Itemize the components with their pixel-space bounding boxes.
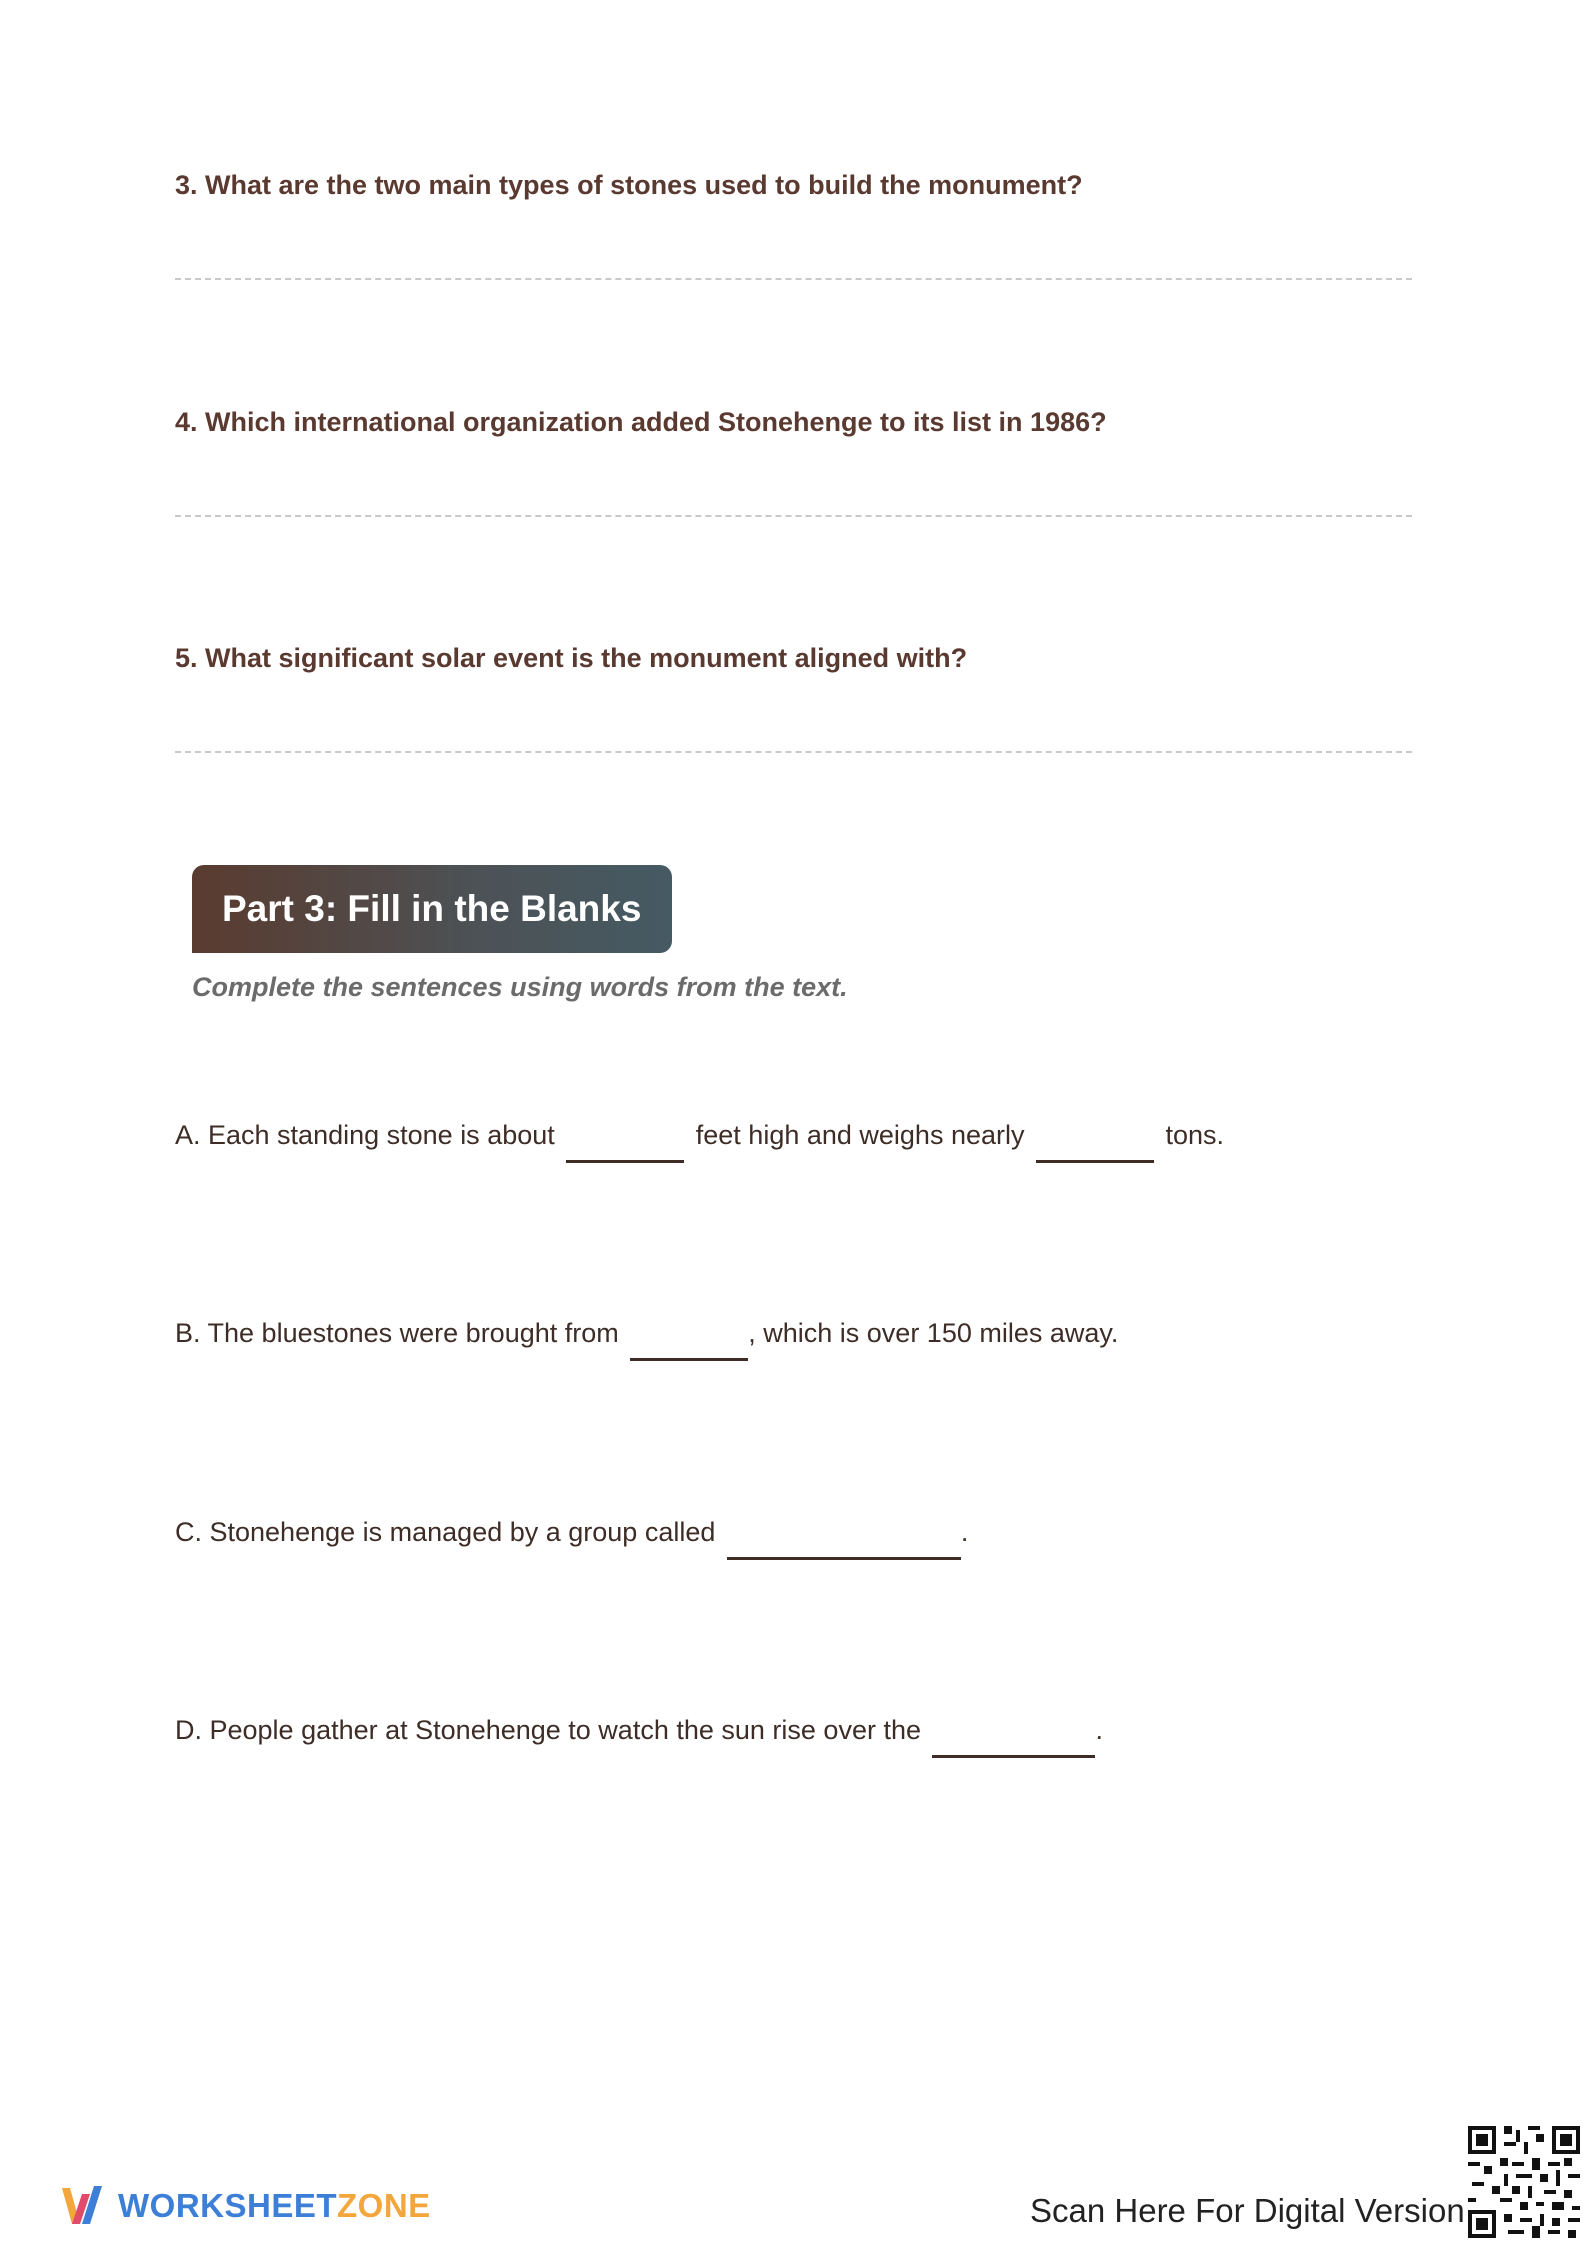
question-4: 4. Which international organization added Stonehenge to its list in 1986? [175,407,1107,437]
fill-item-b [175,1318,1118,1349]
fill-a-text-1: A. Each standing stone is about [175,1120,563,1150]
scan-caption: Scan Here For Digital Version [1030,2192,1465,2229]
fill-b-text-1: B. The bluestones were brought from [175,1318,627,1348]
fill-d-blank[interactable] [932,1725,1095,1758]
answer-line-4[interactable] [175,515,1412,517]
fill-item-c [175,1517,968,1548]
fill-a-blank-1[interactable] [566,1130,684,1163]
answer-line-3[interactable] [175,278,1412,280]
fill-d-text-1: D. People gather at Stonehenge to watch the sun rise over the [175,1715,929,1745]
fill-b-blank[interactable] [630,1328,748,1361]
fill-a-text-2: feet high and weighs nearly [688,1120,1032,1150]
section-header-part-3: Part 3: Fill in the Blanks [192,865,672,953]
worksheetzone-logo-icon [60,2180,104,2232]
fill-b-text-2: , which is over 150 miles away. [748,1318,1119,1348]
fill-c-blank[interactable] [727,1527,961,1560]
fill-item-a [175,1120,1224,1151]
section-instruction: Complete the sentences using words from the text. [192,972,848,1002]
question-3: 3. What are the two main types of stones used to build the monument? [175,170,1083,200]
fill-a-text-3: tons. [1158,1120,1225,1150]
fill-item-d [175,1715,1103,1746]
fill-a-blank-2[interactable] [1036,1130,1154,1163]
qr-code-icon[interactable] [1468,2126,1580,2238]
question-5: 5. What significant solar event is the monument aligned with? [175,643,968,673]
fill-c-text-2: . [960,1517,969,1547]
brand-logo[interactable] [60,2180,431,2232]
fill-d-text-2: . [1095,1715,1103,1745]
brand-name: WORKSHEETZONE [118,2187,431,2224]
fill-c-text-1: C. Stonehenge is managed by a group called [175,1517,723,1547]
answer-line-5[interactable] [175,751,1412,753]
